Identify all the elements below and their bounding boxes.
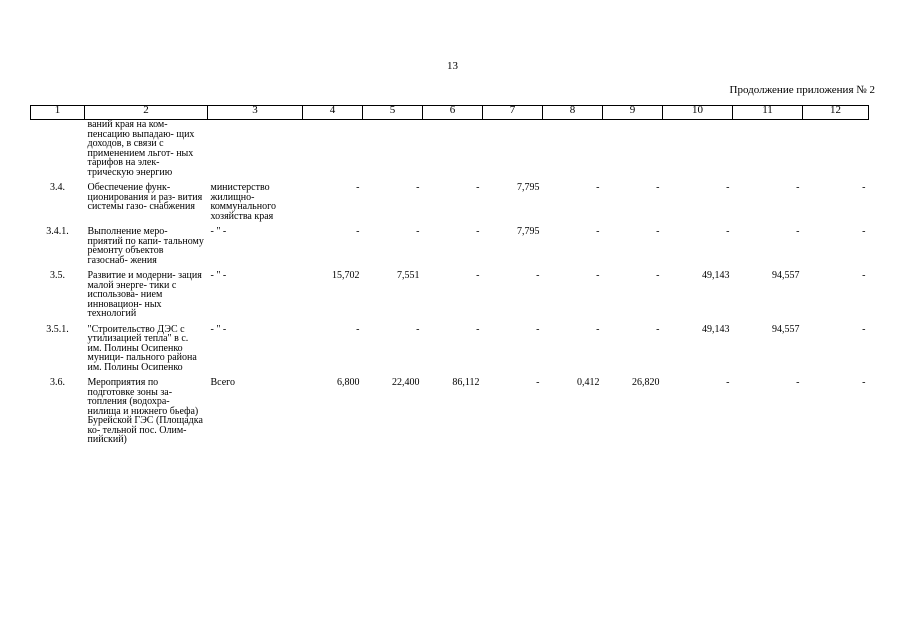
column-header: 4 — [303, 106, 363, 120]
table-row — [31, 183, 869, 227]
amount-cell: - — [476, 182, 480, 193]
amount-cell: - — [356, 226, 360, 237]
column-header: 2 — [85, 106, 208, 120]
amount-cell: - — [476, 270, 480, 281]
amount-cell: - — [596, 226, 600, 237]
row-number: 3.6. — [50, 377, 65, 388]
amount-cell: - — [726, 226, 730, 237]
amount-cell — [733, 120, 803, 184]
table-row — [31, 325, 869, 379]
amount-cell: 22,400 — [392, 377, 420, 388]
amount-cell: - — [536, 323, 540, 335]
amount-cell — [543, 120, 603, 184]
amount-cell: 86,112 — [452, 377, 480, 388]
amount-cell: - — [536, 377, 540, 388]
column-header: 7 — [483, 106, 543, 120]
activity-name: ваний края на ком- пенсацию выпадаю- щих доходов, в связи с применением льгот- ных тарифов на элек- трическую энергию — [87, 119, 195, 178]
amount-cell: - — [416, 182, 420, 193]
table-row — [31, 271, 869, 325]
column-header: 9 — [603, 106, 663, 120]
amount-cell: - — [656, 323, 660, 335]
column-header: 5 — [363, 106, 423, 120]
amount-cell: - — [356, 323, 360, 335]
amount-cell: - — [656, 182, 660, 193]
amount-cell: - — [536, 270, 540, 281]
column-header: 10 — [663, 106, 733, 120]
column-header: 12 — [803, 106, 869, 120]
amount-cell: 7,795 — [517, 182, 540, 193]
table-row — [31, 378, 869, 451]
amount-cell: - — [656, 226, 660, 237]
row-number: 3.5. — [50, 270, 65, 281]
responsible-executor: - " - — [210, 226, 227, 237]
responsible-executor: Всего — [210, 377, 236, 388]
amount-cell: 15,702 — [332, 270, 360, 281]
amount-cell: - — [416, 226, 420, 237]
responsible-executor: министерство жилищно- коммунального хозяйства края — [210, 182, 276, 222]
column-header: 1 — [31, 106, 85, 120]
amount-cell: 94,557 — [772, 323, 800, 335]
amount-cell: - — [862, 377, 866, 388]
row-number: 3.4. — [50, 182, 65, 193]
amount-cell: - — [726, 182, 730, 193]
amount-cell — [483, 120, 543, 184]
amount-cell: - — [796, 377, 800, 388]
amount-cell: - — [596, 182, 600, 193]
activity-name: Обеспечение функ- ционирования и раз- вития системы газо- снабжения — [87, 182, 203, 212]
amount-cell: - — [596, 323, 600, 335]
amount-cell — [603, 120, 663, 184]
responsible-executor: - " - — [210, 323, 227, 335]
table-row — [31, 227, 869, 271]
amount-cell: - — [416, 323, 420, 335]
page-number: 13 — [447, 60, 458, 72]
amount-cell: 26,820 — [632, 377, 660, 388]
amount-cell: 7,795 — [517, 226, 540, 237]
amount-cell: 6,800 — [337, 377, 360, 388]
amount-cell: - — [356, 182, 360, 193]
column-header: 3 — [208, 106, 303, 120]
amount-cell — [303, 120, 363, 184]
activity-name: Выполнение меро- приятий по капи- тальному ремонту объектов газоснаб- жения — [87, 226, 204, 266]
amount-cell: - — [862, 226, 866, 237]
column-header: 11 — [733, 106, 803, 120]
amount-cell: 94,557 — [772, 270, 800, 281]
amount-cell: 0,412 — [577, 377, 600, 388]
amount-cell: 7,551 — [397, 270, 420, 281]
table-row — [31, 120, 869, 184]
row-number: 3.4.1. — [46, 226, 69, 237]
column-header: 8 — [543, 106, 603, 120]
amount-cell: - — [862, 270, 866, 281]
activity-name: Мероприятия по подготовке зоны за- топления (водохра- нилища и нижнего бьефа) Бурейской ГЭС (Площадка ко- тельной пос. Олим- пийский) — [87, 377, 203, 445]
amount-cell: - — [726, 377, 730, 388]
amount-cell — [423, 120, 483, 184]
responsible-executor: - " - — [210, 270, 227, 281]
appendix-continuation-label: Продолжение приложения № 2 — [729, 84, 875, 96]
amount-cell: 49,143 — [702, 323, 730, 335]
amount-cell: - — [476, 323, 480, 335]
amount-cell: - — [656, 270, 660, 281]
amount-cell: - — [476, 226, 480, 237]
amount-cell: 49,143 — [702, 270, 730, 281]
responsible-executor — [208, 120, 303, 184]
amount-cell: - — [862, 323, 866, 335]
row-number: 3.5.1. — [46, 323, 69, 335]
amount-cell: - — [596, 270, 600, 281]
amount-cell: - — [862, 182, 866, 193]
amount-cell — [363, 120, 423, 184]
table-header-row — [31, 106, 869, 120]
budget-table — [30, 105, 869, 451]
column-header: 6 — [423, 106, 483, 120]
activity-name: "Строительство ДЭС с утилизацией тепла" в с. им. Полины Осипенко муници- пального района им. Полины Осипенко — [87, 323, 197, 373]
amount-cell — [663, 120, 733, 184]
amount-cell — [803, 120, 869, 184]
amount-cell: - — [796, 226, 800, 237]
activity-name: Развитие и модерни- зация малой энерге- тики с использова- нием инновацион- ных технологий — [87, 270, 202, 319]
amount-cell: - — [796, 182, 800, 193]
row-number — [31, 120, 85, 184]
